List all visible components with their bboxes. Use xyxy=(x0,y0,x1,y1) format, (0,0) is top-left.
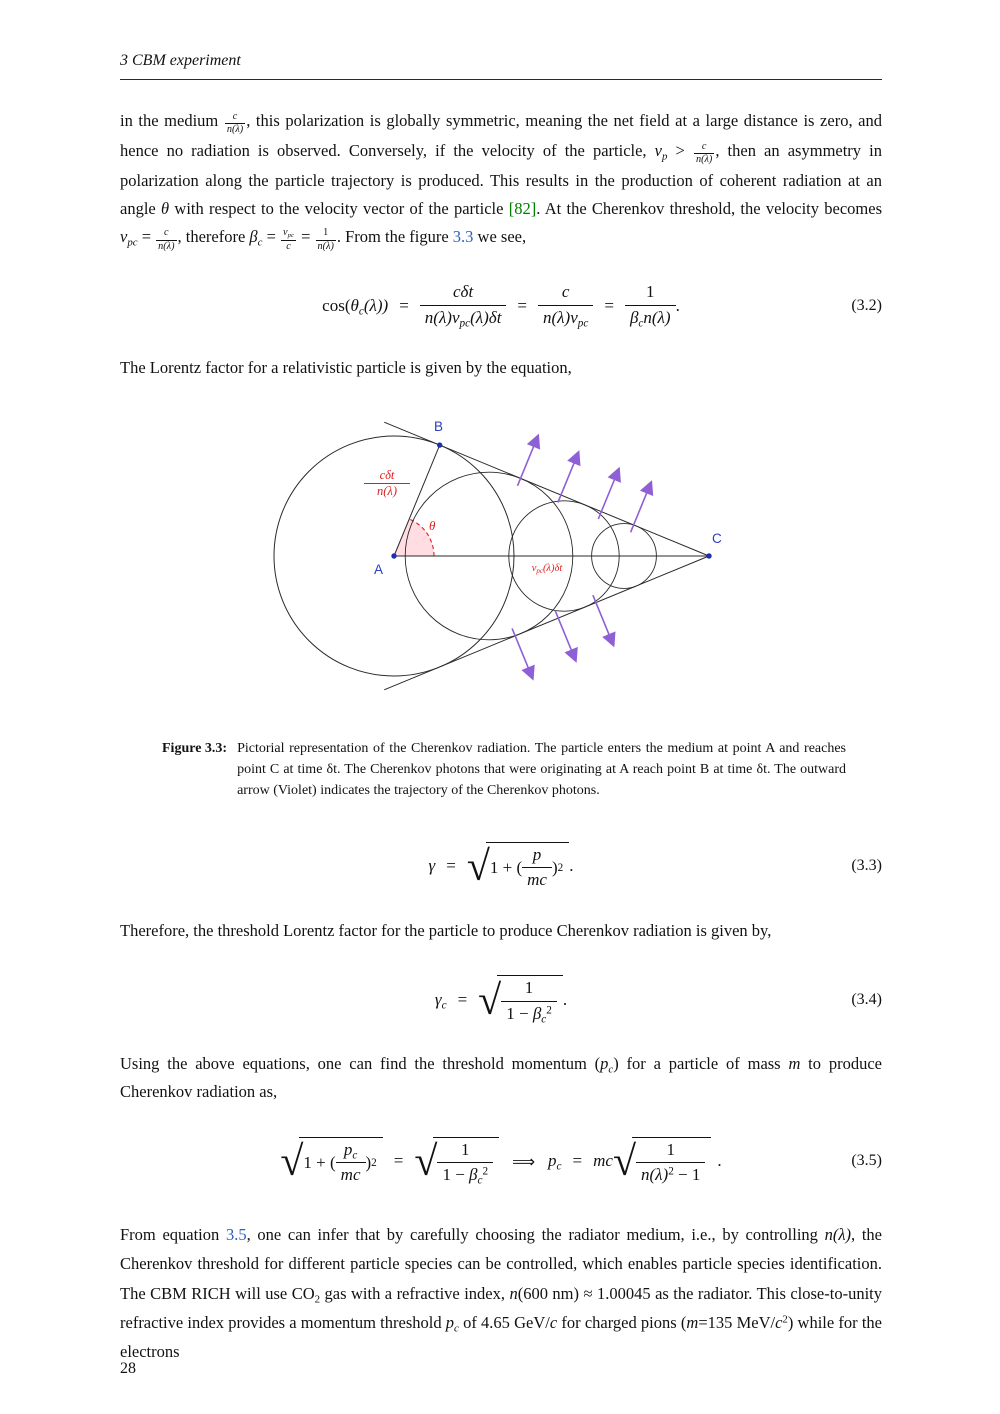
math-var: n(λ) xyxy=(824,1224,852,1244)
text-run: . At the Cherenkov threshold, the velocity becomes xyxy=(536,199,883,219)
math-var: p xyxy=(343,1139,353,1159)
math-sub: pc xyxy=(127,236,138,249)
text-run: − 1 xyxy=(673,1165,701,1185)
fraction-denominator: n(λ) xyxy=(695,154,713,166)
equals-sign: = xyxy=(604,295,614,315)
fraction-numerator: 1 xyxy=(666,1139,675,1159)
fraction xyxy=(336,1141,366,1185)
radical-sign: √ xyxy=(414,1139,438,1186)
math-sup: 2 xyxy=(782,1313,788,1326)
point-b-label: B xyxy=(434,418,444,434)
text-run: = xyxy=(137,227,156,247)
fraction xyxy=(420,282,507,330)
fraction xyxy=(522,846,552,890)
inline-fraction xyxy=(281,227,296,254)
fraction xyxy=(625,282,676,330)
equals-sign: = xyxy=(517,295,528,315)
fraction xyxy=(538,282,593,330)
math-var: β xyxy=(249,227,258,247)
math-var: m xyxy=(788,1054,801,1074)
math-var: n(λ)v xyxy=(424,308,460,328)
eq-lhs xyxy=(435,990,447,1010)
point-b-dot xyxy=(437,442,442,447)
equals-sign: = xyxy=(393,1151,404,1171)
fraction-denominator: mc xyxy=(336,1162,366,1185)
inline-fraction xyxy=(156,227,176,254)
text-run: in the medium xyxy=(120,111,224,130)
math-var: n(λ) xyxy=(643,308,671,328)
math-var: mc xyxy=(593,1151,613,1171)
text-run: , one can infer that by carefully choosing the radiator medium, i.e., by controlling xyxy=(246,1224,825,1244)
equation-3-3 xyxy=(120,842,882,891)
paragraph-lorentz-intro xyxy=(120,354,882,382)
math-sub: c xyxy=(257,236,263,249)
inline-fraction xyxy=(316,227,336,254)
eq-lhs xyxy=(322,296,388,316)
text-run: 1 + ( xyxy=(489,857,523,877)
text-run: 1 + ( xyxy=(303,1152,336,1172)
inline-fraction xyxy=(225,111,245,138)
text-run: From equation xyxy=(120,1224,226,1244)
fraction-denominator xyxy=(501,1001,557,1024)
fraction-numerator: cδt xyxy=(379,467,395,482)
fraction-denominator xyxy=(437,1162,493,1185)
math-sup: 2 xyxy=(546,1004,552,1017)
math-var: (λ)δt xyxy=(470,308,502,328)
math-sub: c xyxy=(441,999,447,1012)
radical-sign: √ xyxy=(478,977,502,1024)
page-content xyxy=(120,107,882,1367)
equals-sign: = xyxy=(399,295,409,315)
math-var: c xyxy=(775,1312,783,1332)
text-run: =135 MeV/ xyxy=(698,1312,776,1332)
fraction-denominator xyxy=(538,305,593,328)
point-c-dot xyxy=(706,553,711,558)
fraction-numerator: c xyxy=(164,226,169,238)
math-sub: c xyxy=(556,1160,562,1173)
photon-arrow xyxy=(598,469,619,519)
equation-number: (3.2) xyxy=(851,296,882,314)
radicand: 1 + ( $\frac{p}{mc}$ ) 2 xyxy=(486,842,569,891)
math-sub: c xyxy=(541,1013,547,1026)
math-var: θ xyxy=(350,295,359,315)
eq-momentum xyxy=(548,1151,561,1171)
photon-arrow xyxy=(555,611,576,661)
equation-3-2 xyxy=(120,282,882,330)
cone-lower-line xyxy=(384,556,709,690)
math-sub: c xyxy=(638,317,644,330)
radical-sign: √ xyxy=(612,1139,636,1186)
text-run: Therefore, the threshold Lorentz factor for the particle to produce Cherenkov radiation is given by, xyxy=(120,921,772,941)
text-run: ) xyxy=(551,857,558,877)
radicand xyxy=(497,975,563,1024)
text-run: as the radiator. This close-to-unity refractive index provides a momentum threshold xyxy=(120,1283,883,1332)
fraction-denominator xyxy=(636,1162,705,1185)
fraction-denominator xyxy=(625,305,676,328)
math-sub: pc xyxy=(536,567,543,575)
text-run: 1 − xyxy=(506,1003,533,1023)
figure-3-3 xyxy=(268,406,734,708)
cone-upper-line xyxy=(384,422,709,556)
text-run: . From the figure xyxy=(336,227,453,247)
fraction-denominator: c xyxy=(281,240,296,254)
radicand xyxy=(433,1137,499,1186)
math-var: n(λ)v xyxy=(543,308,578,328)
paragraph-threshold-lorentz xyxy=(120,917,882,945)
math-sub: pc xyxy=(287,231,294,239)
equation-ref-link[interactable]: 3.5 xyxy=(225,1224,247,1244)
theta-angle-wedge xyxy=(394,519,434,556)
photon-arrow xyxy=(593,595,614,645)
text-run: gas with a refractive index, xyxy=(320,1283,510,1303)
fraction-numerator: 1 xyxy=(524,978,534,998)
square-root xyxy=(280,1137,382,1186)
fraction-denominator: n(λ) xyxy=(158,240,175,252)
figure-caption xyxy=(162,738,846,802)
text-run: (600 nm) ≈ 1.00045 xyxy=(517,1283,651,1303)
math-var: p xyxy=(548,1151,557,1171)
fraction-numerator: cδt xyxy=(453,282,474,302)
math-sub: pc xyxy=(459,317,471,330)
math-var: (λ)δt xyxy=(542,562,563,574)
square-root xyxy=(467,842,569,891)
math-var: v xyxy=(120,227,128,247)
text-run: of 4.65 GeV/ xyxy=(458,1312,550,1332)
math-var: β xyxy=(469,1165,478,1185)
text-run: = xyxy=(296,227,315,247)
text-run: , then an asymmetry in polarization along the particle trajectory is produced. This results in the production of coherent radiation at an angle xyxy=(120,141,882,219)
text-run: for charged pions ( xyxy=(557,1312,687,1332)
square-root xyxy=(414,1137,499,1186)
paragraph-intro xyxy=(120,107,882,253)
text-run: cos( xyxy=(322,295,351,315)
equation-number: (3.4) xyxy=(851,990,882,1008)
photon-arrow xyxy=(631,482,652,532)
math-var: p xyxy=(600,1054,609,1074)
math-var: γ xyxy=(428,856,436,876)
equals-sign: = xyxy=(446,856,456,876)
square-root xyxy=(613,1137,711,1186)
fraction-numerator: c xyxy=(701,140,707,152)
text-run: 1 − xyxy=(442,1165,470,1185)
math-var: v xyxy=(654,141,662,161)
text-run: ) xyxy=(365,1152,372,1172)
text-run: , the Cherenkov threshold for different particle species can be controlled, which enables particle species identification. The CBM RICH will use CO xyxy=(120,1224,882,1303)
fraction xyxy=(636,1141,705,1185)
math-var: β xyxy=(532,1003,542,1023)
fraction-numerator: 1 xyxy=(323,226,329,238)
cherenkov-diagram xyxy=(268,406,734,708)
text-run: = xyxy=(262,227,281,247)
math-sub: c xyxy=(352,1148,358,1161)
point-c-label: C xyxy=(712,530,722,546)
figure-caption-text: Pictorial representation of the Cherenkov radiation. The particle enters the medium at point A and reaches point C at time δt. The Cherenkov photons that were originating at A reach point B at time δt. The outward arrow (Violet) indicates the trajectory of the Cherenkov photons. xyxy=(237,740,846,799)
fraction-denominator: n(λ) xyxy=(364,483,410,499)
period: . xyxy=(675,295,680,315)
fraction-denominator xyxy=(420,305,507,328)
point-a-label: A xyxy=(374,561,384,577)
inline-fraction xyxy=(694,141,714,168)
photon-arrow xyxy=(518,436,539,486)
text-run: ) while for the electrons xyxy=(120,1312,882,1362)
math-sup: 2 xyxy=(668,1165,674,1178)
paragraph-conclusion xyxy=(120,1220,882,1367)
text-run: we see, xyxy=(473,227,527,247)
radical-sign: √ xyxy=(466,844,490,891)
math-sub: c xyxy=(454,1322,459,1335)
math-sub: c xyxy=(358,304,364,317)
math-sub: pc xyxy=(577,317,589,330)
math-var: v xyxy=(283,226,288,238)
math-sub: p xyxy=(662,150,668,163)
figure-ref-link[interactable]: 3.3 xyxy=(452,227,474,247)
text-run: , this polarization is globally symmetric, meaning the net field at a large distance is zero, and hence no radiation is observed. Conversely, if the velocity of the particle, xyxy=(120,111,882,161)
fraction-denominator: n(λ) xyxy=(317,240,334,252)
period: . xyxy=(562,989,568,1009)
math-var: γ xyxy=(434,989,442,1009)
period: . xyxy=(717,1151,722,1171)
math-sub: 2 xyxy=(314,1292,321,1305)
math-var: p xyxy=(445,1312,455,1332)
fraction-denominator: mc xyxy=(522,867,552,890)
math-sub: c xyxy=(477,1174,483,1187)
photon-arrow xyxy=(558,452,579,502)
implies-arrow: ⟹ xyxy=(512,1151,536,1171)
fraction-numerator: c xyxy=(232,110,238,122)
math-var: m xyxy=(686,1312,699,1332)
particle-speed-label xyxy=(492,563,602,574)
math-sup: 2 xyxy=(482,1165,489,1178)
theta-label: θ xyxy=(429,517,436,533)
fraction xyxy=(501,978,557,1026)
equals-sign: = xyxy=(572,1151,583,1171)
equation-number: (3.3) xyxy=(851,857,882,875)
fraction-numerator: 1 xyxy=(646,282,655,302)
text-run: , therefore xyxy=(177,227,250,247)
equation-3-4 xyxy=(120,975,882,1024)
equation-number: (3.5) xyxy=(851,1152,882,1170)
equation-3-5 xyxy=(120,1137,882,1186)
math-var: n(λ) xyxy=(641,1165,669,1185)
radicand: 1 + ( $\frac{p_c}{mc}$ ) 2 xyxy=(299,1137,382,1186)
fraction-numerator: 1 xyxy=(461,1139,470,1159)
radicand xyxy=(632,1137,711,1186)
fraction-numerator xyxy=(336,1141,366,1163)
period: . xyxy=(569,856,574,876)
wavefront-radius-label xyxy=(364,468,410,499)
text-run: The Lorentz factor for a relativistic particle is given by the equation, xyxy=(120,357,572,377)
math-var: c xyxy=(549,1312,558,1332)
page-number: 28 xyxy=(120,1360,136,1377)
fraction-numerator: p xyxy=(532,844,542,864)
math-var: β xyxy=(629,308,639,328)
text-run: ) for a particle of mass xyxy=(613,1054,789,1074)
text-run: to produce Cherenkov radiation as, xyxy=(120,1054,882,1102)
text-run: Using the above equations, one can find the threshold momentum ( xyxy=(120,1054,601,1074)
math-sub: c xyxy=(608,1063,614,1076)
equals-sign: = xyxy=(457,989,468,1009)
text-run: with respect to the velocity vector of the particle xyxy=(169,199,509,219)
math-var: v xyxy=(531,562,537,574)
photon-arrow xyxy=(512,628,533,678)
figure-caption-label: Figure 3.3: xyxy=(162,740,228,756)
fraction-numerator xyxy=(281,227,296,240)
math-var: n xyxy=(509,1283,518,1303)
math-var: (λ)) xyxy=(363,295,389,315)
paragraph-threshold-momentum xyxy=(120,1050,882,1106)
fraction-numerator: c xyxy=(561,282,570,302)
text-run: > xyxy=(667,141,693,161)
radical-sign: √ xyxy=(280,1139,304,1186)
running-head: 3 CBM experiment xyxy=(120,52,882,80)
fraction-denominator: n(λ) xyxy=(226,124,244,136)
fraction xyxy=(437,1141,493,1185)
square-root xyxy=(478,975,563,1024)
point-a-dot xyxy=(391,553,396,558)
citation-link[interactable]: [82] xyxy=(508,199,537,219)
math-var: θ xyxy=(161,199,170,219)
